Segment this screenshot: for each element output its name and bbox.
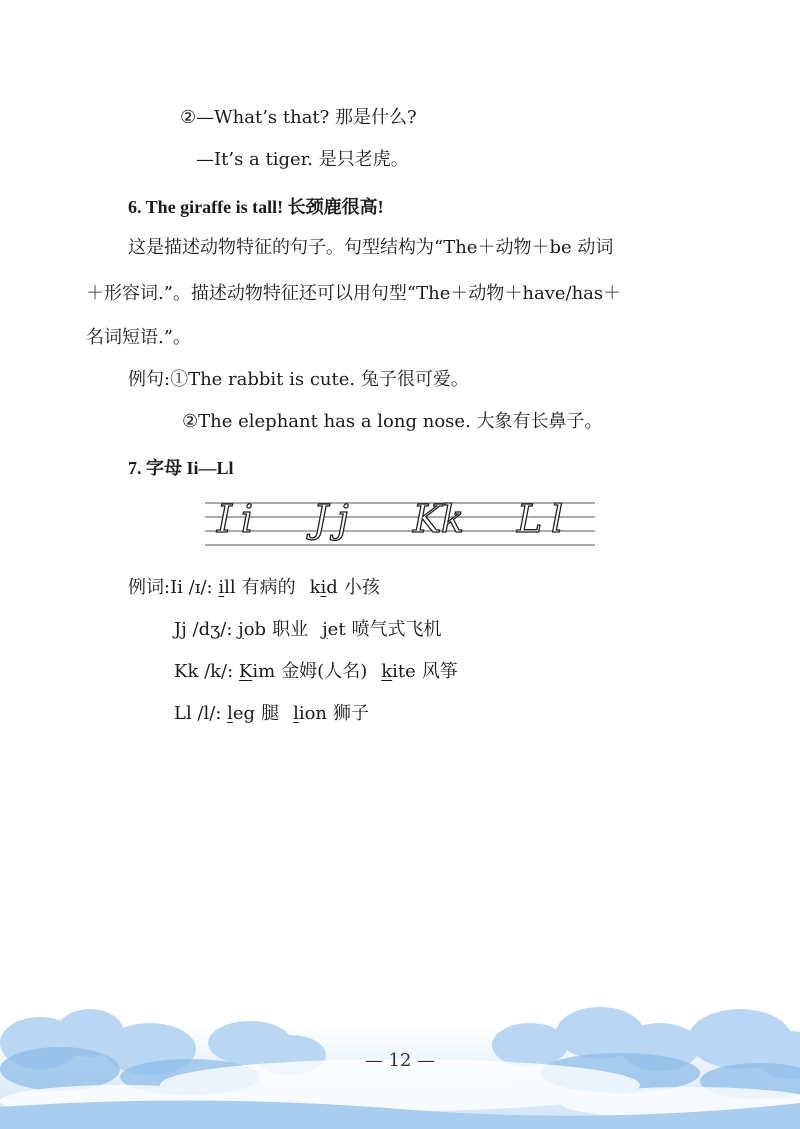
word-meaning: 腿 (261, 703, 280, 724)
letter-J-upper: J (313, 497, 329, 541)
underlined-letter: j (322, 619, 328, 640)
underlined-letter: j (238, 619, 244, 640)
word-rest: d (326, 577, 338, 598)
underlined-letter: i (320, 577, 327, 598)
underlined-letter: l (293, 703, 299, 724)
dialog-question: ②—What’s that? 那是什么? (180, 107, 417, 128)
dialog-answer: —It’s a tiger. 是只老虎。 (196, 149, 409, 170)
section-6-paragraph-line-3: 名词短语.”。 (86, 327, 191, 348)
example-sentence-1: 例句:①The rabbit is cute. 兔子很可爱。 (128, 369, 469, 390)
section-7-heading: 7. 字母 Ii—Ll (128, 458, 234, 478)
letter-i-lower: i (241, 497, 254, 541)
letter-writing-guide (205, 495, 595, 553)
word-meaning: 小孩 (343, 577, 380, 598)
example-words-ii (128, 576, 380, 600)
page-number: — 12 — (364, 1050, 436, 1071)
word-meaning: 职业 (272, 619, 309, 640)
letter-l-lower: l (551, 497, 564, 541)
underlined-letter: K (238, 661, 253, 682)
letter-I-upper: I (217, 497, 233, 541)
letter-k-lower: k (441, 497, 465, 541)
word-rest: im (252, 661, 276, 682)
word-meaning: 喷气式飞机 (351, 619, 442, 640)
word-meaning: 金姆(人名) (281, 661, 368, 682)
phonics-prefix: Kk /k/: (174, 661, 239, 682)
underlined-letter: k (381, 661, 393, 682)
phonics-prefix: Ll /l/: (174, 703, 228, 724)
letter-j-lower: j (337, 497, 349, 541)
example-words-ll (174, 702, 369, 726)
phonics-prefix: 例词:Ii /ɪ/: (128, 577, 219, 598)
word-rest: eg (232, 703, 256, 724)
phonics-prefix: Jj /dʒ/: (174, 619, 239, 640)
example-words-kk (174, 660, 458, 684)
word-rest: ob (243, 619, 267, 640)
word-meaning: 风筝 (421, 661, 458, 682)
word-rest: ite (392, 661, 416, 682)
word-meaning: 有病的 (241, 577, 296, 598)
example-sentence-2: ②The elephant has a long nose. 大象有长鼻子。 (182, 411, 603, 432)
word-rest: ll (224, 577, 236, 598)
word-part: k (309, 577, 321, 598)
letter-L-upper: L (517, 497, 543, 541)
word-rest: ion (298, 703, 328, 724)
section-6-paragraph-line-2: ＋形容词.”。描述动物特征还可以用句型“The＋动物＋have/has＋ (86, 283, 622, 304)
section-6-heading: 6. The giraffe is tall! 长颈鹿很高! (128, 197, 384, 217)
word-rest: et (327, 619, 346, 640)
word-meaning: 狮子 (333, 703, 370, 724)
underlined-letter: l (227, 703, 233, 724)
section-6-paragraph-line-1: 这是描述动物特征的句子。句型结构为“The＋动物＋be 动词 (128, 237, 614, 258)
letter-K-upper: K (413, 497, 442, 541)
example-words-jj (174, 618, 442, 642)
underlined-letter: i (218, 577, 225, 598)
